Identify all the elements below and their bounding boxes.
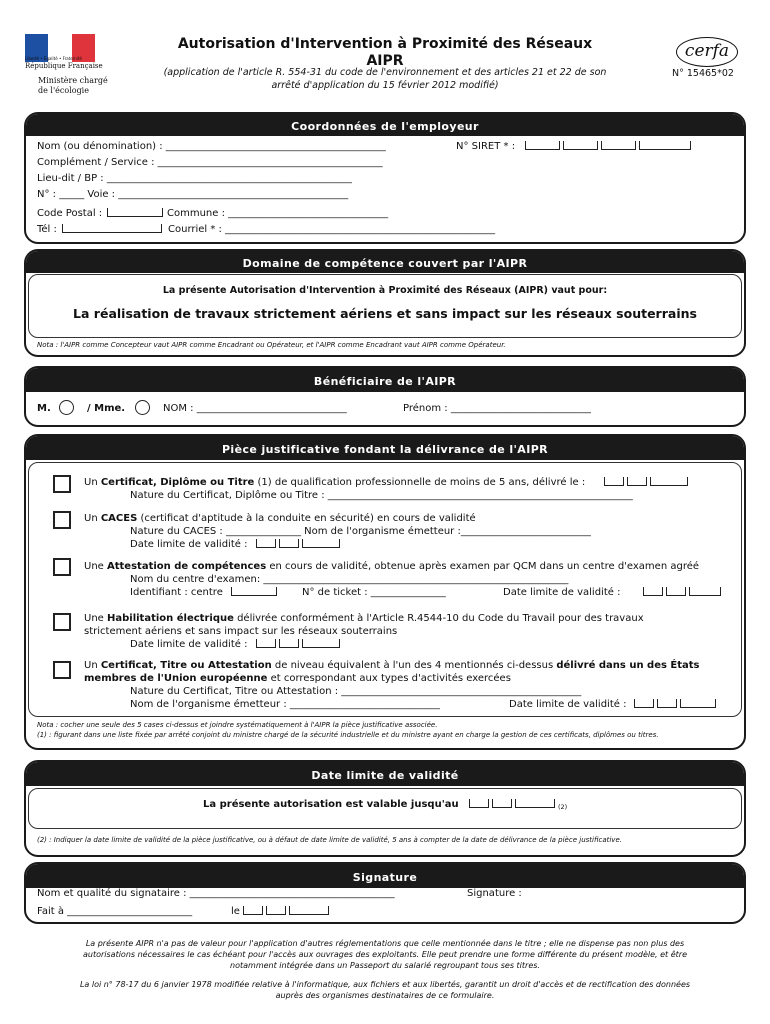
footer-line-5: auprès des organismes destinataires de ce formulaire. [275, 991, 495, 1000]
validity-heading: Date limite de validité [26, 762, 744, 786]
domain-value: La réalisation de travaux strictement aériens et sans impact sur les réseaux souterrains [73, 306, 697, 321]
tel-field[interactable] [62, 224, 165, 236]
lieudit-field[interactable]: Lieu-dit / BP : _________________________________________________ [37, 173, 352, 184]
option1-date-field[interactable] [604, 477, 691, 489]
firstname-field[interactable]: Prénom : ____________________________ [403, 403, 591, 414]
form-subtitle-1: (application de l'article R. 554-31 du code de l'environnement et des articles 21 et 22 de son [163, 67, 607, 78]
footer-line-3: notamment intégrée dans un Passeport du salarié regroupant tous ses titres. [230, 961, 540, 970]
option3-id-label: Identifiant : centre [130, 587, 223, 598]
siret-field[interactable] [525, 141, 694, 153]
signature-field[interactable]: Signature : [467, 888, 522, 899]
option3-center-field[interactable]: Nom du centre d'examen: _____________________________________________________________ [130, 574, 569, 585]
proof-heading: Pièce justificative fondant la délivrance de l'AIPR [26, 436, 744, 460]
commune-field[interactable]: Commune : ________________________________ [167, 208, 389, 219]
mr-label: M. [37, 403, 51, 414]
employer-heading: Coordonnées de l'employeur [26, 114, 744, 136]
cerfa-number: N° 15465*02 [672, 68, 734, 79]
option3-checkbox[interactable] [53, 558, 71, 576]
proof-note-1: Nota : cocher une seule des 5 cases ci-dessus et joindre systématiquement à l'AIPR la pièce justificative associée. [37, 721, 438, 729]
option3-label: Une Attestation de compétences en cours de validité, obtenue après examen par QCM dans un centre d'examen agréé [84, 561, 700, 572]
option2-date-field[interactable] [256, 539, 343, 551]
option5-nature-field[interactable]: Nature du Certificat, Titre ou Attestation : ________________________________________________ [130, 686, 582, 697]
option4-checkbox[interactable] [53, 613, 71, 631]
option5-date-label: Date limite de validité : [509, 699, 627, 710]
option3-date-label: Date limite de validité : [503, 587, 621, 598]
validity-note: (2) : Indiquer la date limite de validité de la pièce justificative, ou à défaut de date limite de validité, 5 ans à compter de la date de délivrance de la pièce justificative. [37, 836, 622, 844]
domain-note: Nota : l'AIPR comme Concepteur vaut AIPR comme Encadrant ou Opérateur, et l'AIPR comme Encadrant vaut AIPR comme Opérateur. [37, 341, 506, 349]
siret-label: N° SIRET * : [456, 141, 516, 152]
option4-date-field[interactable] [256, 639, 343, 651]
domain-intro: La présente Autorisation d'Intervention à Proximité des Réseaux (AIPR) vaut pour: [162, 285, 608, 296]
footer-line-4: La loi n° 78-17 du 6 janvier 1978 modifiée relative à l'informatique, aux fichiers et aux libertés, garantit un droit d'accès et de rectification des données [79, 980, 691, 989]
option3-date-field[interactable] [643, 587, 724, 599]
footer-line-2: autorisations nécessaires le cas échéant pour l'accès aux ouvrages des exploitants. Elle peut prendre une forme différente du présent modèle, et être [82, 950, 687, 959]
proof-note-2: (1) : figurant dans une liste fixée par arrêté conjoint du ministre chargé de la sécurité industrielle et du ministre ayant en charge la gestion de ces certificats, diplômes ou titres. [37, 731, 659, 739]
domain-heading: Domaine de compétence couvert par l'AIPR [26, 251, 744, 273]
postcode-label: Code Postal : [37, 208, 103, 219]
option3-id-field[interactable] [231, 587, 280, 599]
email-field[interactable]: Courriel * : ______________________________________________________ [168, 224, 496, 235]
option1-checkbox[interactable] [53, 475, 71, 493]
mrs-label: / Mme. [87, 403, 126, 414]
option4-label: Une Habilitation électrique délivrée conformément à l'Article R.4544-10 du Code du Travail pour des travaux [84, 613, 644, 624]
form-title-aipr: AIPR [366, 53, 404, 69]
complement-field[interactable]: Complément / Service : _____________________________________________ [37, 157, 383, 168]
beneficiary-section [24, 366, 746, 427]
sign-date-label: le [231, 906, 240, 917]
option5-date-field[interactable] [634, 699, 719, 711]
option1-label: Un Certificat, Diplôme ou Titre (1) de qualification professionnelle de moins de 5 ans, délivré le : [84, 477, 586, 488]
form-title: Autorisation d'Intervention à Proximité des Réseaux [177, 36, 593, 52]
option4-label-line2: strictement aériens et sans impact sur les réseaux souterrains [84, 626, 398, 637]
signatory-field[interactable]: Nom et qualité du signataire : _________________________________________ [37, 888, 395, 899]
sign-date-field[interactable] [243, 906, 332, 918]
beneficiary-heading: Bénéficiaire de l'AIPR [26, 368, 744, 392]
postcode-field[interactable] [107, 208, 166, 220]
option4-date-label: Date limite de validité : [130, 639, 248, 650]
place-field[interactable]: Fait à _________________________ [37, 906, 193, 917]
option2-label: Un CACES (certificat d'aptitude à la conduite en sécurité) en cours de validité [84, 513, 476, 524]
option1-nature-field[interactable]: Nature du Certificat, Diplôme ou Titre : _____________________________________________________________ [130, 490, 633, 501]
option5-issuer-field[interactable]: Nom de l'organisme émetteur : ______________________________ [130, 699, 440, 710]
employer-name-field[interactable]: Nom (ou dénomination) : ____________________________________________ [37, 141, 386, 152]
cerfa-logo: cerfa [676, 37, 738, 67]
validity-text: La présente autorisation est valable jusqu'au [203, 799, 459, 810]
option5-checkbox[interactable] [53, 661, 71, 679]
validity-date-field[interactable] [469, 799, 558, 811]
form-subtitle-2: arrêté d'application du 15 février 2012 modifié) [271, 80, 499, 91]
option5-label-line2: membres de l'Union européenne et correspondant aux types d'activités exercées [84, 673, 511, 684]
ministry-line1: Ministère chargé [38, 76, 108, 85]
footer-line-1: La présente AIPR n'a pas de valeur pour l'application d'autres réglementations que celle mentionnée dans le titre ; elle ne dispense pas non plus des [85, 939, 685, 948]
option2-date-label: Date limite de validité : [130, 539, 248, 550]
motto: Liberté • Égalité • Fraternité [25, 56, 82, 61]
street-field[interactable]: N° : _____ Voie : ______________________________________________ [37, 189, 349, 200]
republic-label: République Française [25, 62, 103, 70]
tel-label: Tél : [37, 224, 57, 235]
option5-label: Un Certificat, Titre ou Attestation de niveau équivalent à l'un des 4 mentionnés ci-dessus délivré dans un des États [84, 660, 700, 671]
lastname-field[interactable]: NOM : ______________________________ [163, 403, 347, 414]
validity-ref: (2) [558, 803, 568, 811]
ministry-line2: de l'écologie [38, 86, 89, 95]
option3-ticket-field[interactable]: N° de ticket : _______________ [302, 587, 446, 598]
option2-checkbox[interactable] [53, 511, 71, 529]
signature-heading: Signature [26, 864, 744, 888]
mrs-radio[interactable] [135, 400, 150, 415]
mr-radio[interactable] [59, 400, 74, 415]
option2-nature-field[interactable]: Nature du CACES : _______________ Nom de l'organisme émetteur :__________________________ [130, 526, 591, 537]
